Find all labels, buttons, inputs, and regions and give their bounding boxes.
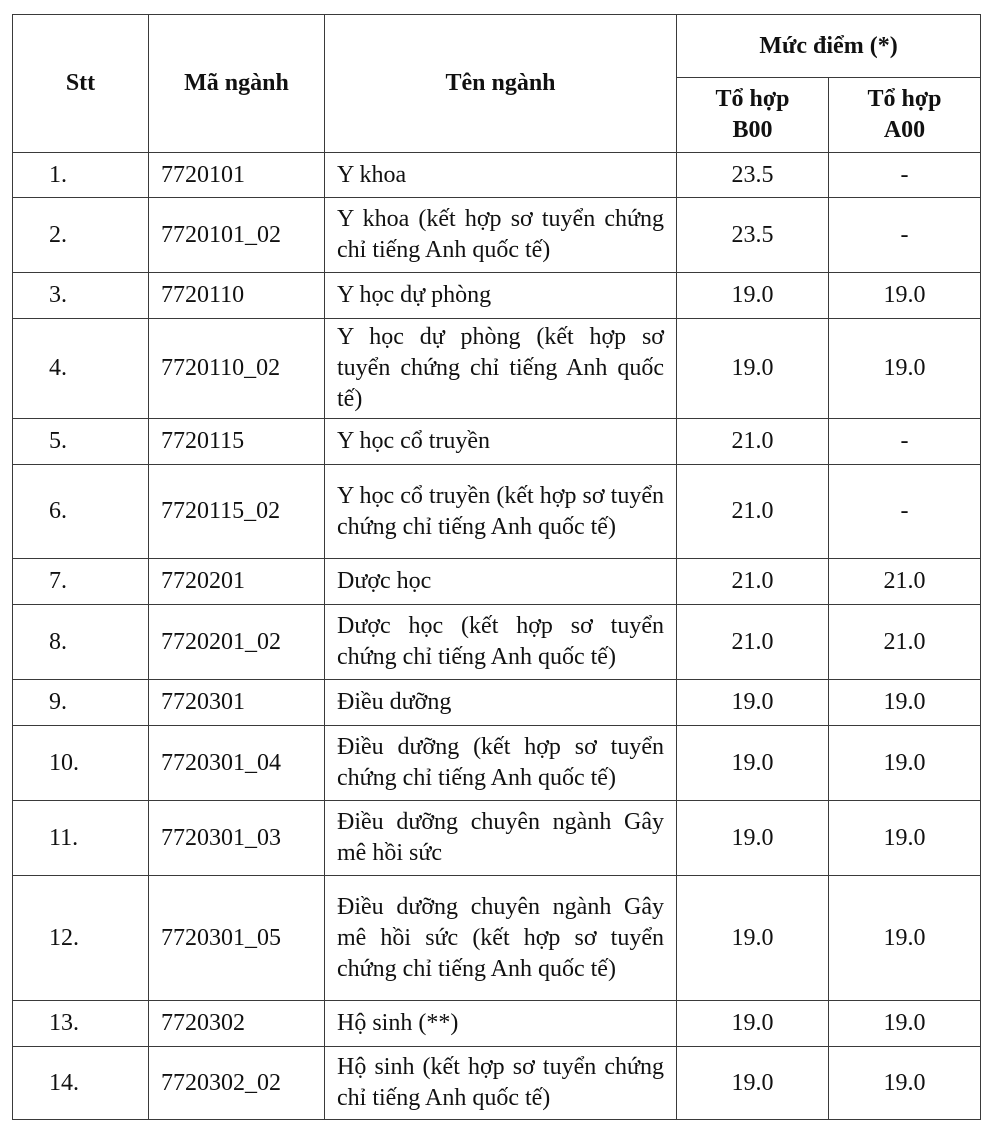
row-score-b00: 21.0 — [677, 605, 829, 680]
table-row — [13, 153, 981, 198]
row-stt: 5. — [13, 419, 149, 465]
row-stt: 11. — [13, 801, 149, 876]
row-score-b00: 21.0 — [677, 465, 829, 559]
row-score-b00: 19.0 — [677, 801, 829, 876]
row-score-b00: 21.0 — [677, 419, 829, 465]
header-b00: Tổ hợp B00 — [677, 78, 829, 153]
admission-score-table — [12, 14, 981, 1120]
row-code: 7720301_03 — [149, 801, 325, 876]
row-name: Y học cổ truyền (kết hợp sơ tuyển chứng chỉ tiếng Anh quốc tế) — [325, 465, 677, 559]
table-row — [13, 680, 981, 726]
table-row — [13, 319, 981, 419]
row-score-b00: 19.0 — [677, 726, 829, 801]
row-code: 7720301_04 — [149, 726, 325, 801]
row-code: 7720115 — [149, 419, 325, 465]
row-score-a00: 19.0 — [829, 680, 981, 726]
row-name: Dược học — [325, 559, 677, 605]
header-name: Tên ngành — [325, 15, 677, 153]
table-row — [13, 801, 981, 876]
row-stt: 12. — [13, 876, 149, 1001]
table-row — [13, 1001, 981, 1047]
row-score-b00: 19.0 — [677, 680, 829, 726]
row-name: Điều dưỡng (kết hợp sơ tuyển chứng chỉ tiếng Anh quốc tế) — [325, 726, 677, 801]
row-score-a00: 19.0 — [829, 273, 981, 319]
row-score-b00: 23.5 — [677, 153, 829, 198]
row-stt: 8. — [13, 605, 149, 680]
table-row — [13, 273, 981, 319]
header-code: Mã ngành — [149, 15, 325, 153]
row-score-a00: 19.0 — [829, 726, 981, 801]
row-score-b00: 21.0 — [677, 559, 829, 605]
table-row — [13, 465, 981, 559]
row-stt: 3. — [13, 273, 149, 319]
row-code: 7720110_02 — [149, 319, 325, 419]
table-row — [13, 198, 981, 273]
row-stt: 9. — [13, 680, 149, 726]
row-name: Điều dưỡng chuyên ngành Gây mê hồi sức — [325, 801, 677, 876]
row-code: 7720201 — [149, 559, 325, 605]
header-score-group: Mức điểm (*) — [677, 15, 981, 78]
table-row — [13, 1047, 981, 1120]
row-stt: 7. — [13, 559, 149, 605]
row-name: Điều dưỡng chuyên ngành Gây mê hồi sức (kết hợp sơ tuyển chứng chỉ tiếng Anh quốc tế) — [325, 876, 677, 1001]
row-stt: 6. — [13, 465, 149, 559]
row-score-a00: 19.0 — [829, 319, 981, 419]
row-score-a00: 21.0 — [829, 605, 981, 680]
row-score-a00: - — [829, 465, 981, 559]
table-row — [13, 419, 981, 465]
row-score-b00: 19.0 — [677, 273, 829, 319]
row-code: 7720301_05 — [149, 876, 325, 1001]
row-code: 7720201_02 — [149, 605, 325, 680]
table-row — [13, 726, 981, 801]
row-code: 7720101_02 — [149, 198, 325, 273]
table-body — [13, 153, 981, 1120]
row-score-b00: 19.0 — [677, 1047, 829, 1120]
row-name: Điều dưỡng — [325, 680, 677, 726]
row-score-a00: 19.0 — [829, 801, 981, 876]
row-name: Hộ sinh (kết hợp sơ tuyển chứng chỉ tiếng Anh quốc tế) — [325, 1047, 677, 1120]
row-stt: 1. — [13, 153, 149, 198]
row-score-b00: 23.5 — [677, 198, 829, 273]
row-score-a00: - — [829, 419, 981, 465]
table-row — [13, 876, 981, 1001]
row-code: 7720101 — [149, 153, 325, 198]
row-name: Hộ sinh (**) — [325, 1001, 677, 1047]
row-name: Y học dự phòng — [325, 273, 677, 319]
row-score-a00: 21.0 — [829, 559, 981, 605]
row-code: 7720110 — [149, 273, 325, 319]
row-stt: 2. — [13, 198, 149, 273]
row-score-a00: - — [829, 198, 981, 273]
row-score-b00: 19.0 — [677, 319, 829, 419]
row-name: Y học cổ truyền — [325, 419, 677, 465]
row-stt: 14. — [13, 1047, 149, 1120]
row-score-a00: - — [829, 153, 981, 198]
row-code: 7720301 — [149, 680, 325, 726]
table-row — [13, 605, 981, 680]
table-row — [13, 559, 981, 605]
row-stt: 10. — [13, 726, 149, 801]
row-score-a00: 19.0 — [829, 1047, 981, 1120]
header-stt: Stt — [13, 15, 149, 153]
row-code: 7720302 — [149, 1001, 325, 1047]
row-name: Dược học (kết hợp sơ tuyển chứng chỉ tiếng Anh quốc tế) — [325, 605, 677, 680]
row-name: Y học dự phòng (kết hợp sơ tuyển chứng chỉ tiếng Anh quốc tế) — [325, 319, 677, 419]
header-a00: Tổ hợp A00 — [829, 78, 981, 153]
row-score-b00: 19.0 — [677, 876, 829, 1001]
row-score-a00: 19.0 — [829, 1001, 981, 1047]
row-name: Y khoa (kết hợp sơ tuyển chứng chỉ tiếng Anh quốc tế) — [325, 198, 677, 273]
row-code: 7720115_02 — [149, 465, 325, 559]
row-score-a00: 19.0 — [829, 876, 981, 1001]
row-stt: 13. — [13, 1001, 149, 1047]
row-code: 7720302_02 — [149, 1047, 325, 1120]
row-name: Y khoa — [325, 153, 677, 198]
row-stt: 4. — [13, 319, 149, 419]
row-score-b00: 19.0 — [677, 1001, 829, 1047]
